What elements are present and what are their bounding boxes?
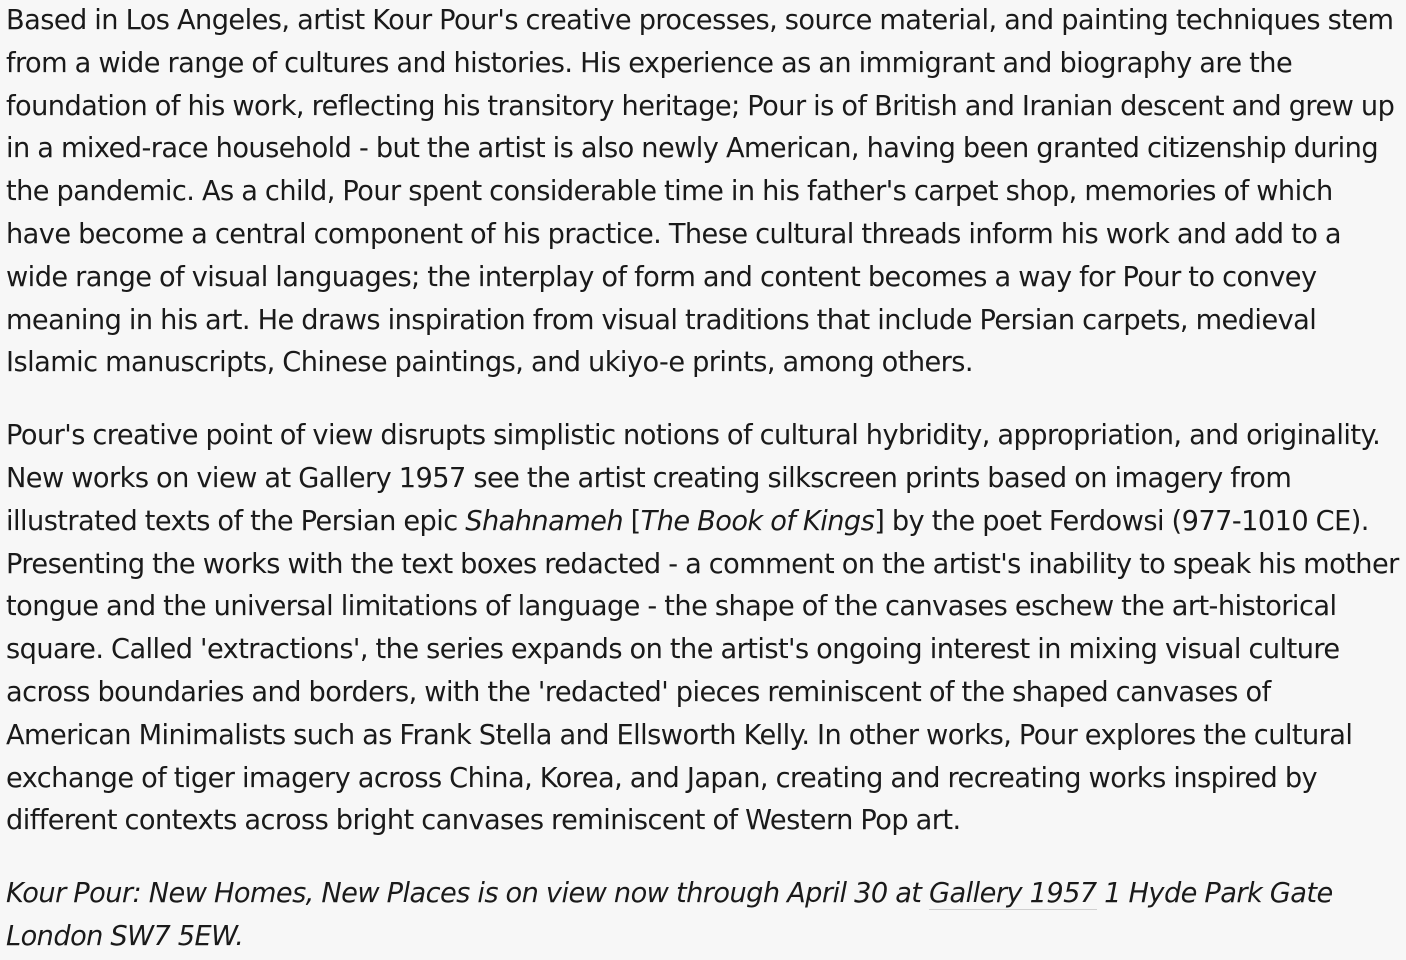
paragraph-2-text-3: ] by the poet Ferdowsi (977-1010 CE). Presenting the works with the text boxes redacted - a comment on the artist's inability to speak his mother tongue and the universal limitations of language - the shape of the canvases eschew the art-historical square. Called 'extractions', the series expands on the artist's ongoing interest in mixing visual culture across boundaries and borders, with the 'redacted' pieces reminiscent of the shaped canvases of American Minimalists such as Frank Stella and Ellsworth Kelly. In other works, Pour explores the cultural exchange of tiger imagery across China, Korea, and Japan, creating and recreating works inspired by different contexts across bright canvases reminiscent of Western Pop art.	[6, 505, 1399, 837]
exhibition-info-text-1: Kour Pour: New Homes, New Places is on view now through April 30 at	[6, 878, 930, 910]
paragraph-2-text-2: [	[623, 505, 641, 537]
paragraph-2-text-1: Pour's creative point of view disrupts simplistic notions of cultural hybridity, appropriation, and originality. New works on view at Gallery 1957 see the artist creating silkscreen prints based on imagery from illustrated texts of the Persian epic	[6, 420, 1381, 537]
gallery-1957-link[interactable]: Gallery 1957	[929, 878, 1097, 910]
paragraph-new-works	[6, 415, 1400, 843]
paragraph-exhibition-info	[6, 873, 1400, 959]
title-shahnameh: Shahnameh	[465, 505, 623, 537]
exhibition-info-text-2: 1 Hyde Park Gate London SW7 5EW.	[6, 878, 1333, 952]
title-book-of-kings: The Book of Kings	[640, 505, 875, 537]
paragraph-intro: Based in Los Angeles, artist Kour Pour's creative processes, source material, and painting techniques stem from a wide range of cultures and histories. His experience as an immigrant and biography are the foundation of his work, reflecting his transitory heritage; Pour is of British and Iranian descent and grew up in a mixed-race household - but the artist is also newly American, having been granted citizenship during the pandemic. As a child, Pour spent considerable time in his father's carpet shop, memories of which have become a central component of his practice. These cultural threads inform his work and add to a wide range of visual languages; the interplay of form and content becomes a way for Pour to convey meaning in his art. He draws inspiration from visual traditions that include Persian carpets, medieval Islamic manuscripts, Chinese paintings, and ukiyo-e prints, among others.	[6, 5, 1395, 379]
